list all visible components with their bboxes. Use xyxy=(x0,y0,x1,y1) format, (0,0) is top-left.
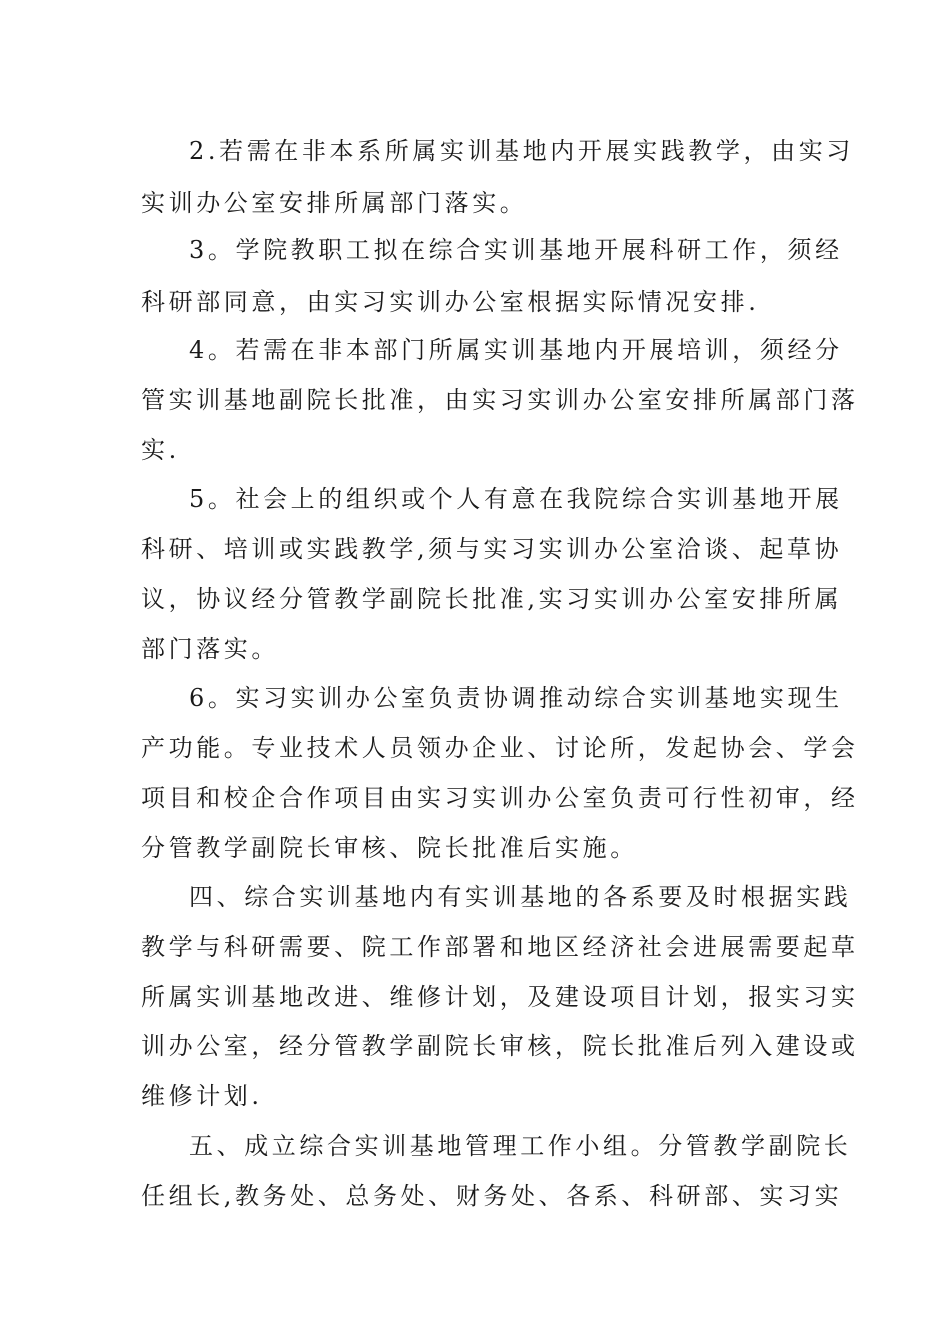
paragraph-line: 4。若需在非本部门所属实训基地内开展培训，须经分 xyxy=(189,336,843,364)
paragraph-line: 任组长,教务处、总务处、财务处、各系、科研部、实习实 xyxy=(141,1182,843,1210)
paragraph-line: 实. xyxy=(141,436,180,464)
paragraph-line: 五、成立综合实训基地管理工作小组。分管教学副院长 xyxy=(189,1132,852,1160)
paragraph-line: 教学与科研需要、院工作部署和地区经济社会进展需要起草 xyxy=(141,933,859,961)
paragraph-line: 议，协议经分管教学副院长批准,实习实训办公室安排所属 xyxy=(141,585,843,613)
paragraph-line: 四、综合实训基地内有实训基地的各系要及时根据实践 xyxy=(189,883,852,911)
paragraph-line: 管实训基地副院长批准，由实习实训办公室安排所属部门落 xyxy=(141,386,859,414)
paragraph-line: 分管教学副院长审核、院长批准后实施。 xyxy=(141,834,638,862)
paragraph-line: 6。实习实训办公室负责协调推动综合实训基地实现生 xyxy=(189,684,843,712)
paragraph-line: 5。社会上的组织或个人有意在我院综合实训基地开展 xyxy=(189,485,843,513)
paragraph-line: 实训办公室安排所属部门落实。 xyxy=(141,189,528,217)
paragraph-line: 所属实训基地改进、维修计划，及建设项目计划，报实习实 xyxy=(141,983,859,1011)
paragraph-line: 项目和校企合作项目由实习实训办公室负责可行性初审，经 xyxy=(141,784,859,812)
paragraph-line: 科研部同意，由实习实训办公室根据实际情况安排. xyxy=(141,288,760,316)
paragraph-line: 部门落实。 xyxy=(141,635,279,663)
paragraph-line: 训办公室，经分管教学副院长审核，院长批准后列入建设或 xyxy=(141,1032,859,1060)
paragraph-line: 产功能。专业技术人员领办企业、讨论所，发起协会、学会 xyxy=(141,734,859,762)
paragraph-line: 科研、培训或实践教学,须与实习实训办公室洽谈、起草协 xyxy=(141,535,843,563)
paragraph-line: 3。学院教职工拟在综合实训基地开展科研工作，须经 xyxy=(189,236,843,264)
paragraph-line: 维修计划. xyxy=(141,1082,263,1110)
paragraph-line: 2.若需在非本系所属实训基地内开展实践教学，由实习 xyxy=(189,137,854,165)
